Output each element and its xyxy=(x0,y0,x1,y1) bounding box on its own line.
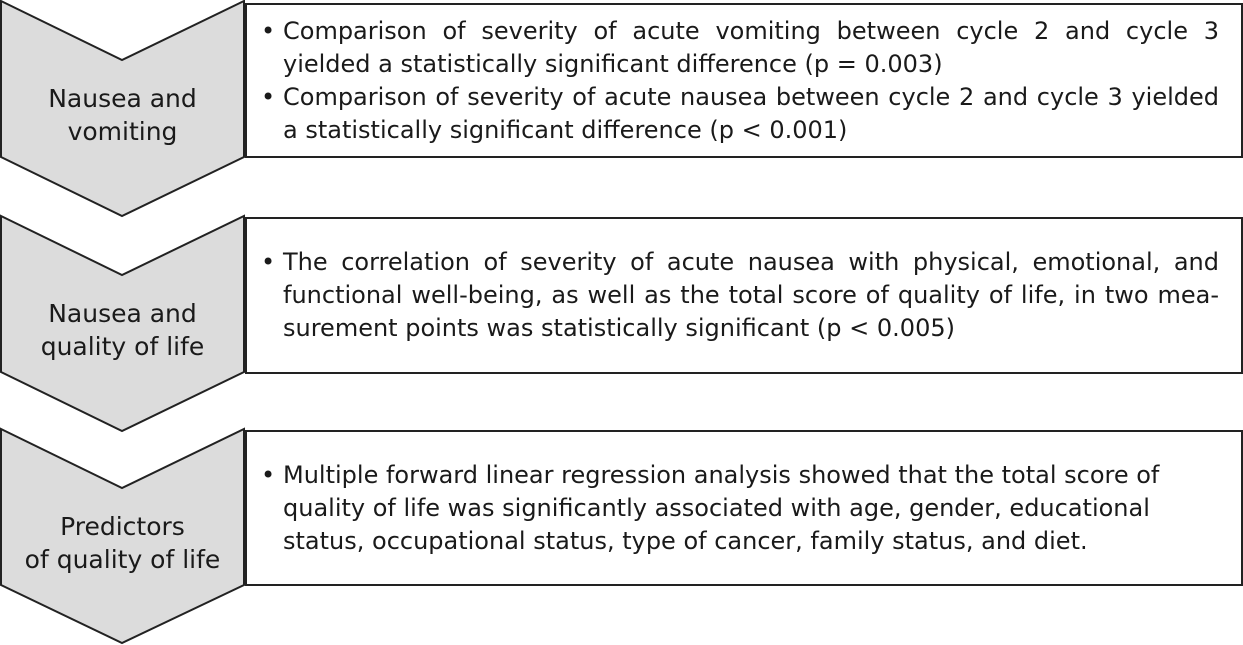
finding-item xyxy=(259,15,1219,81)
findings-box xyxy=(245,217,1243,374)
section-label-text: Nausea and vomiting xyxy=(48,84,197,146)
finding-text: Comparison of severity of acute nausea between cycle 2 and cycle 3 yielded a statistically significant difference (p < 0.001) xyxy=(283,82,1219,144)
findings-list xyxy=(259,459,1219,558)
finding-item xyxy=(259,459,1219,558)
section-label-text: Nausea and quality of life xyxy=(40,299,205,361)
finding-text: Multiple forward linear regression analysis showed that the total score of quality of life was significantly associated with age, gender, educational status, occupational status, type of cancer, family status, and diet. xyxy=(283,460,1160,555)
findings-list xyxy=(259,246,1219,345)
section-label-text: Predictors of quality of life xyxy=(24,512,221,574)
finding-item xyxy=(259,246,1219,345)
findings-box xyxy=(245,430,1243,586)
section-nausea-vomiting xyxy=(0,0,1243,216)
section-label xyxy=(0,498,245,588)
finding-text: The correlation of severity of acute nausea with physical, emotional, and functional well-being, as well as the total score of quality of life, in two measurement points was statistically significant (p < 0.005) xyxy=(283,248,1219,342)
finding-item xyxy=(259,81,1219,147)
bullet-icon: • xyxy=(261,82,276,111)
section-label xyxy=(0,70,245,160)
bullet-icon: • xyxy=(261,16,276,45)
section-predictors xyxy=(0,428,1243,644)
bullet-icon: • xyxy=(261,248,276,276)
findings-box xyxy=(245,3,1243,158)
section-label xyxy=(0,285,245,375)
findings-list xyxy=(259,15,1219,147)
bullet-icon: • xyxy=(261,460,276,489)
section-nausea-quality xyxy=(0,215,1243,431)
finding-text: Comparison of severity of acute vomiting between cycle 2 and cycle 3 yielded a statistically significant difference (p = 0.003) xyxy=(283,16,1219,78)
